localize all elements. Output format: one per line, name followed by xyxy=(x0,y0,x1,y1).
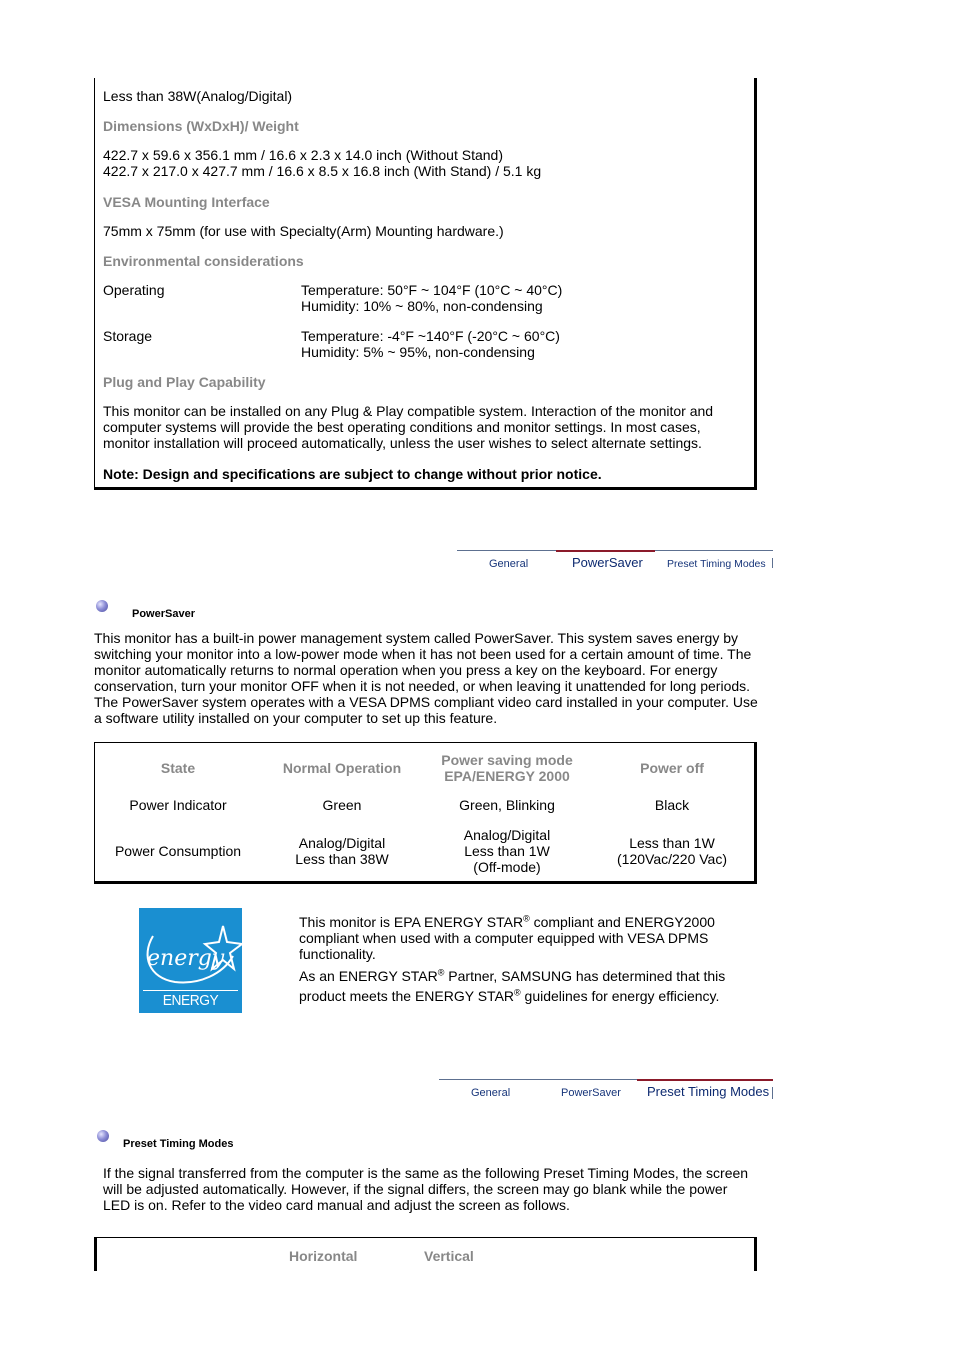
th-normal-operation: Normal Operation xyxy=(282,760,402,776)
power-consumption-value: Less than 38W(Analog/Digital) xyxy=(103,88,293,104)
th-power-off: Power off xyxy=(640,760,704,776)
tab-general[interactable]: General xyxy=(471,1087,511,1099)
preset-title: Preset Timing Modes xyxy=(123,1138,234,1150)
storage-label: Storage xyxy=(103,328,153,344)
dimensions-line1: 422.7 x 59.6 x 356.1 mm / 16.6 x 2.3 x 14.0 inch (Without Stand) xyxy=(103,147,503,163)
cell-power-consumption: Power Consumption xyxy=(114,843,242,859)
tab-general[interactable]: General xyxy=(489,558,529,570)
pnp-heading: Plug and Play Capability xyxy=(103,374,266,390)
cell-normal-2: Less than 38W xyxy=(295,851,389,867)
th-epa-energy: EPA/ENERGY 2000 xyxy=(444,768,570,784)
operating-label: Operating xyxy=(103,282,165,298)
tab-preset-timing-modes[interactable]: Preset Timing Modes xyxy=(647,1084,770,1099)
cell-black: Black xyxy=(654,797,690,813)
vesa-heading: VESA Mounting Interface xyxy=(103,194,270,210)
energy-paragraph-2: As an ENERGY STAR® Partner, SAMSUNG has determined that this product meets the ENERGY STAR® guidelines for energy efficiency. xyxy=(299,967,726,1004)
powersaver-title: PowerSaver xyxy=(132,608,195,620)
cell-off-1: Less than 1W xyxy=(629,835,715,851)
cell-saving-2: Less than 1W xyxy=(464,843,550,859)
energy-paragraph-1: This monitor is EPA ENERGY STAR® compliant and ENERGY2000 compliant when used with a computer equipped with VESA DPMS functionality. xyxy=(299,913,715,962)
cell-saving-3: (Off-mode) xyxy=(473,859,541,875)
preset-intro: If the signal transferred from the computer is the same as the following Preset Timing Modes, the screen will be adjusted automatically. However, if the signal differs, the screen may go blank while the power LED is on. Refer to the video card manual and adjust the screen as follows. xyxy=(103,1165,749,1213)
operating-humidity: Humidity: 10% ~ 80%, non-condensing xyxy=(301,298,543,314)
dimensions-line2: 422.7 x 217.0 x 427.7 mm / 16.6 x 8.5 x 16.8 inch (With Stand) / 5.1 kg xyxy=(103,163,542,179)
th-state: State xyxy=(160,760,196,776)
cell-green-blinking: Green, Blinking xyxy=(459,797,555,813)
tab-powersaver[interactable]: PowerSaver xyxy=(561,1087,621,1099)
th-vertical: Vertical xyxy=(424,1248,474,1264)
cell-off-2: (120Vac/220 Vac) xyxy=(617,851,727,867)
nav-active-indicator xyxy=(556,550,655,552)
cell-green: Green xyxy=(322,797,362,813)
dimensions-heading: Dimensions (WxDxH)/ Weight xyxy=(103,118,299,134)
th-horizontal: Horizontal xyxy=(289,1248,358,1264)
tab-preset-timing-modes[interactable]: Preset Timing Modes xyxy=(667,558,766,570)
bullet-icon xyxy=(96,600,108,612)
env-heading: Environmental considerations xyxy=(103,253,304,269)
pnp-text: This monitor can be installed on any Plug & Play compatible system. Interaction of the monitor and computer systems will provide the best operating conditions and monitor settings. In most cases, monitor installation will proceed automatically, unless the user wishes to select alternate settings. xyxy=(103,403,714,451)
energy-logo-script: energy xyxy=(147,946,225,971)
energy-logo-text: ENERGY STAR xyxy=(162,992,219,1027)
powersaver-intro: This monitor has a built-in power management system called PowerSaver. This system saves energy by switching your monitor into a low-power mode when it has not been used for a certain amount of time. The monitor automatically returns to normal operation when you press a key on the keyboard. For energy conservation, turn your monitor OFF when it is not needed, or when leaving it unattended for long periods. The PowerSaver system operates with a VESA DPMS compliant video card installed in your computer. Use a software utility installed on your computer to set up this feature. xyxy=(94,630,758,726)
cell-normal-1: Analog/Digital xyxy=(298,835,386,851)
cell-power-indicator: Power Indicator xyxy=(129,797,227,813)
operating-temp: Temperature: 50°F ~ 104°F (10°C ~ 40°C) xyxy=(301,282,563,298)
energy-star-logo xyxy=(139,908,242,1027)
nav-active-indicator xyxy=(637,1079,773,1081)
storage-humidity: Humidity: 5% ~ 95%, non-condensing xyxy=(301,344,535,360)
th-power-saving: Power saving mode xyxy=(441,752,573,768)
vesa-value: 75mm x 75mm (for use with Specialty(Arm) Mounting hardware.) xyxy=(103,223,504,239)
spec-note: Note: Design and specifications are subject to change without prior notice. xyxy=(103,466,602,482)
bullet-icon xyxy=(97,1130,109,1142)
tab-powersaver[interactable]: PowerSaver xyxy=(572,555,643,570)
storage-temp: Temperature: -4°F ~140°F (-20°C ~ 60°C) xyxy=(301,328,560,344)
cell-saving-1: Analog/Digital xyxy=(463,827,551,843)
